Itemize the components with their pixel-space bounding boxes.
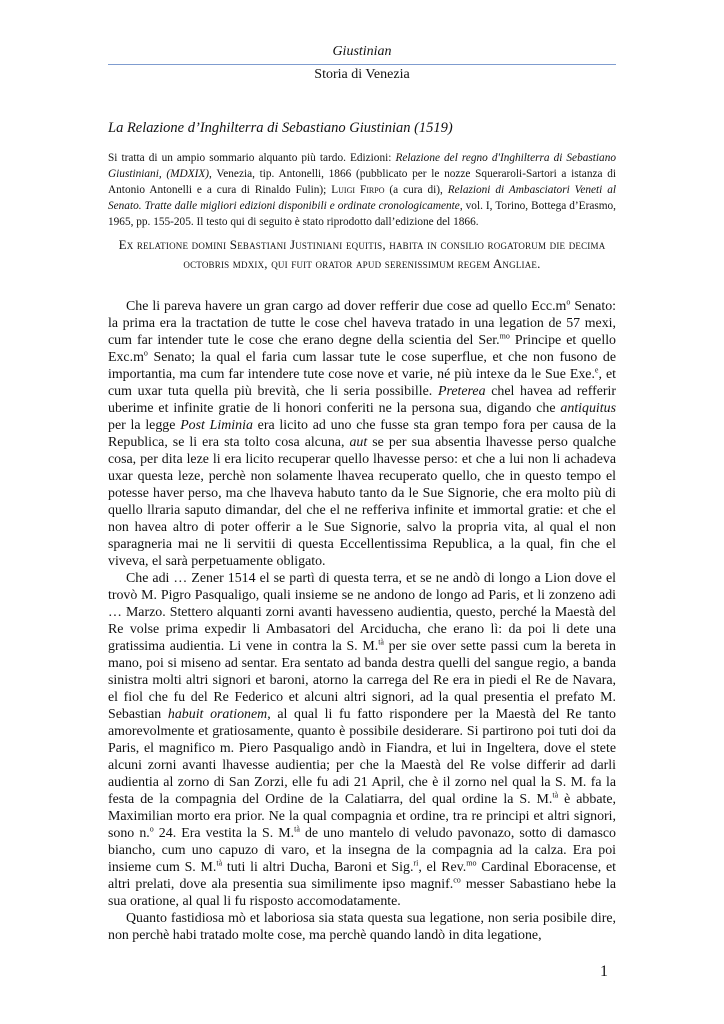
header-rule bbox=[108, 64, 616, 65]
section-title: Storia di Venezia bbox=[314, 67, 410, 82]
intro-paragraph: Si tratta di un ampio sommario alquanto più tardo. Edizioni: Relazione del regno d'Inghilterra di Sebastiano Giustiniani, (MDXIX), Venezia, tip. Antonelli, 1866 (pubblicato per le nozze Squeraroli-Sartori a istanza di Antonio Antonelli e a cura di Rinaldo Fulin); Luigi Firpo (a cura di), Relazioni di Ambasciatori Veneti al Senato. Tratte dalle migliori edizioni disponibili e ordinate cronologicamente, vol. I, Torino, Bottega d’Erasmo, 1965, pp. 155-205. Il testo qui di seguito è stato riprodotto dall’edizione del 1866. bbox=[108, 152, 617, 228]
paragraph-2: Che adi … Zener 1514 el se partì di questa terra, et se ne andò di longo a Lion dove el trovò M. Pigro Pasqualigo, quali insieme se ne andono de longo ad Paris, et li zonzeno adi … Marzo. Stettero alquanti zorni avanti havesseno audientia, questo, perché la Maestà del Re volse prima expedir li Ambasatori del Arciducha, che erano lì: da poi li dete una gratissima audientia. Li vene in contra la S. M.$^{tà}$ per sie over sette passi cum la bereta in mano, poi si miseno ad sentar. Era sentato ad banda destra quelli del sangue regio, a banda sinistra molti altri signori et baroni, atorno la carrega del Re era in piedi el Re de Navara, el fiol che fu del Re Federico et alcuni altri signori, ad la qual presentia el prefato M. Sebastian habuit orationem, al qual li fu fatto rispondere per la Maestà del Re tanto amorevolmente et gratiosamente, quanto è possibile desiderare. Si partirono poi tuti doi da Paris, el magnifico m. Piero Pasqualigo andò in Fiandra, et lui in Ingeltera, dove el stete alcuni zorni avanti lhavesse audientia; per che la Maestà del Re volse differir ad darli audientia al zorno di San Zorzi, elle fu adi 21 April, che è il zorno nel qual la S. M. fa la festa de la compagnia del Ordine de la Calatiarra, del qual ordine la S. M.$^{tà}$ è abbate, Maximilian morto era prior. Ne la qual compagnia et ordine, tra re principi et altri signori, sono n.$^o$ 24. Era vestita la S. M.$^{tà}$ de uno mantelo di veludo pavonazo, sotto di damasco biancho, cum uno capuzo di varo, et la insegna de la compagnia ad la calza. Era poi insieme cum S. M.$^{tà}$ tuti li altri Ducha, Baroni et Sig.$^{ri}$, el Rev.$^{mo}$ Cardinal Eboracense, et altri prelati, dove ala presentia sua similimente ipso magnif.$^{co}$ messer Sabastiano hebe la sua oratione, al qual li fu risposto accomodatamente. bbox=[108, 571, 617, 909]
page-number: 1 bbox=[600, 963, 608, 980]
running-title: Giustinian bbox=[332, 44, 392, 59]
latin-heading: Ex relatione domini Sebastiani Justiniani equitis, habita in consilio rogatorum die decima octobris mdxix, qui fuit orator apud serenissimum regem Angliae. bbox=[118, 237, 606, 271]
paragraph-3: Quanto fastidiosa mò et laboriosa sia stata questa sua legatione, non seria posibile dire, non perchè habi tratado molte cose, ma perchè quando landò in dita legatione, bbox=[108, 911, 616, 943]
body-text bbox=[108, 298, 616, 944]
paragraph-1: Che li pareva havere un gran cargo ad dover refferir due cose ad quello $Ecc.m^o$ Senato: la prima era la tractation de tutte le cose chel haveva tratado in una legation de 57 mexi, cum far intender tute le cose che erano degne della scientia del Ser.$^{mo}$ Principe et quello $Exc.m^o$ Senato; la qual el faria cum lassar tute le cose superflue, et che non fusono de importantia, ma cum far intendere tute cose nove et varie, né più intexe da le Sue Exe.$^e$, et cum uxar tuta quella più brevità, che li seria possibille. Preterea chel havea ad refferir uberime et infinite gratie de li honori conferiti ne la persona sua, digando che antiquitus per la legge Post Liminia era licito ad uno che fusse sta gran tempo fora per causa de la Republica, se li era sta tolto cosa alcuna, aut se per sua absentia lhavesse perso qualche cosa, per dita leze li era licito recuperar quello lhavesse perso: et che a lui non li achadeva uxar questa leze, perchè non solamente lhavea recuperato quello, che in questo tempo el potesse haver perso, ma che lhaveva habuto tanto da le Sue Signorie, che era molto più di quello llraria saputo dimandar, del che el ne refferiva infinite et immortal gratie: et che el non havea altro di poter offerir a le Sue Signorie, salvo la propria vita, al qual el non sparagneria mai ne li servitii di questa Eccellentissima Republica, a la qual, fin che el viveva, el sarà perpetuamente obligato. bbox=[108, 297, 616, 569]
document-title: La Relazione d’Inghilterra di Sebastiano Giustinian (1519) bbox=[108, 120, 453, 136]
